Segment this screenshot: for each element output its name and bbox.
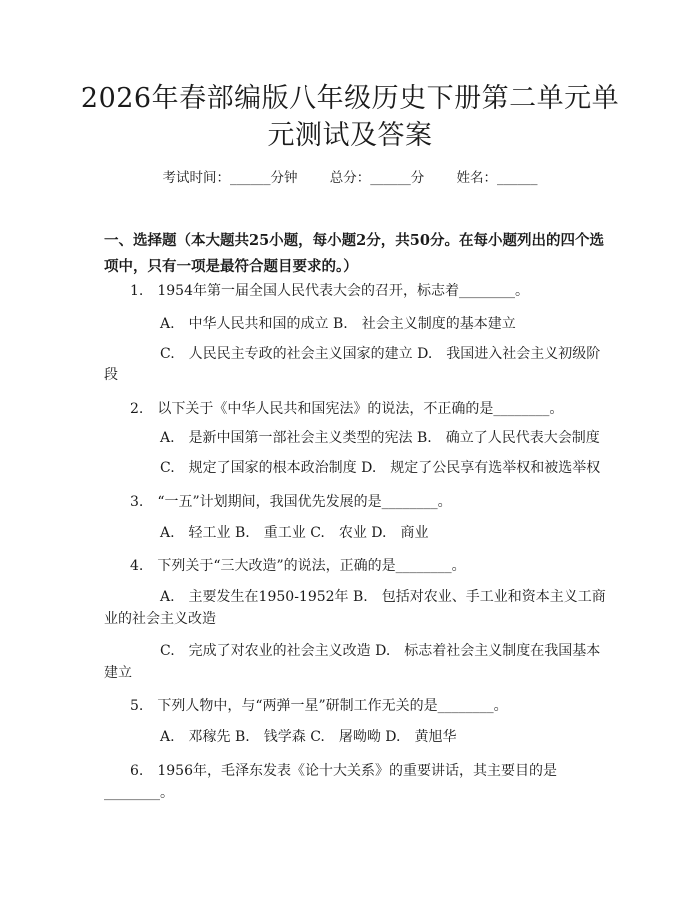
question-5-options-1: A. 邓稼先 B. 钱学森 C. 屠呦呦 D. 黄旭华 bbox=[160, 729, 457, 745]
question-text: 下列关于“三大改造”的说法，正确的是________。 bbox=[157, 558, 466, 574]
question-4-options-2-cont: 建立 bbox=[104, 665, 132, 681]
section-heading-line-1: 一、选择题（本大题共25小题，每小题2分，共50分。在每小题列出的四个选 bbox=[104, 232, 604, 249]
exam-title bbox=[80, 80, 620, 154]
question-1-options-2-cont: 段 bbox=[104, 367, 118, 383]
question-text: 1956年，毛泽东发表《论十大关系》的重要讲话，其主要目的是 bbox=[157, 763, 557, 779]
question-text: 1954年第一届全国人民代表大会的召开，标志着________。 bbox=[157, 283, 529, 299]
question-text: 下列人物中，与“两弹一星”研制工作无关的是________。 bbox=[157, 698, 508, 714]
question-1-options-1: A. 中华人民共和国的成立 B. 社会主义制度的基本建立 bbox=[160, 316, 516, 332]
question-number: 2. bbox=[130, 401, 144, 417]
question-3-options-1: A. 轻工业 B. 重工业 C. 农业 D. 商业 bbox=[160, 525, 429, 541]
exam-meta bbox=[0, 168, 700, 188]
section-heading-line-2: 项中，只有一项是最符合题目要求的。） bbox=[104, 258, 358, 275]
question-1-options-2: C. 人民民主专政的社会主义国家的建立 D. 我国进入社会主义初级阶 bbox=[160, 346, 601, 362]
question-2-options-1: A. 是新中国第一部社会主义类型的宪法 B. 确立了人民代表大会制度 bbox=[160, 430, 600, 446]
total-score: 总分：______分 bbox=[329, 170, 425, 186]
question-text: “一五”计划期间，我国优先发展的是________。 bbox=[157, 494, 452, 510]
question-number: 1. bbox=[130, 283, 144, 299]
question-6 bbox=[130, 758, 557, 784]
question-4 bbox=[130, 553, 466, 579]
question-number: 4. bbox=[130, 558, 144, 574]
question-2 bbox=[130, 396, 563, 422]
exam-time: 考试时间：______分钟 bbox=[162, 170, 298, 186]
question-1 bbox=[130, 278, 529, 304]
student-name: 姓名：______ bbox=[456, 170, 538, 186]
question-number: 3. bbox=[130, 494, 144, 510]
question-4-options-1-cont: 业的社会主义改造 bbox=[104, 611, 216, 627]
question-4-options-1: A. 主要发生在1950-1952年 B. 包括对农业、手工业和资本主义工商 bbox=[160, 589, 606, 605]
title-line-1: 2026年春部编版八年级历史下册第二单元单 bbox=[80, 83, 620, 114]
question-3 bbox=[130, 489, 452, 515]
question-2-options-2: C. 规定了国家的根本政治制度 D. 规定了公民享有选举权和被选举权 bbox=[160, 460, 601, 476]
question-text: 以下关于《中华人民共和国宪法》的说法，不正确的是________。 bbox=[157, 401, 564, 417]
question-number: 5. bbox=[130, 698, 144, 714]
question-number: 6. bbox=[130, 763, 144, 779]
section-heading bbox=[104, 228, 604, 280]
question-5 bbox=[130, 693, 508, 719]
question-4-options-2: C. 完成了对农业的社会主义改造 D. 标志着社会主义制度在我国基本 bbox=[160, 643, 601, 659]
title-line-2: 元测试及答案 bbox=[267, 120, 433, 151]
question-6-cont: ________。 bbox=[104, 785, 174, 801]
